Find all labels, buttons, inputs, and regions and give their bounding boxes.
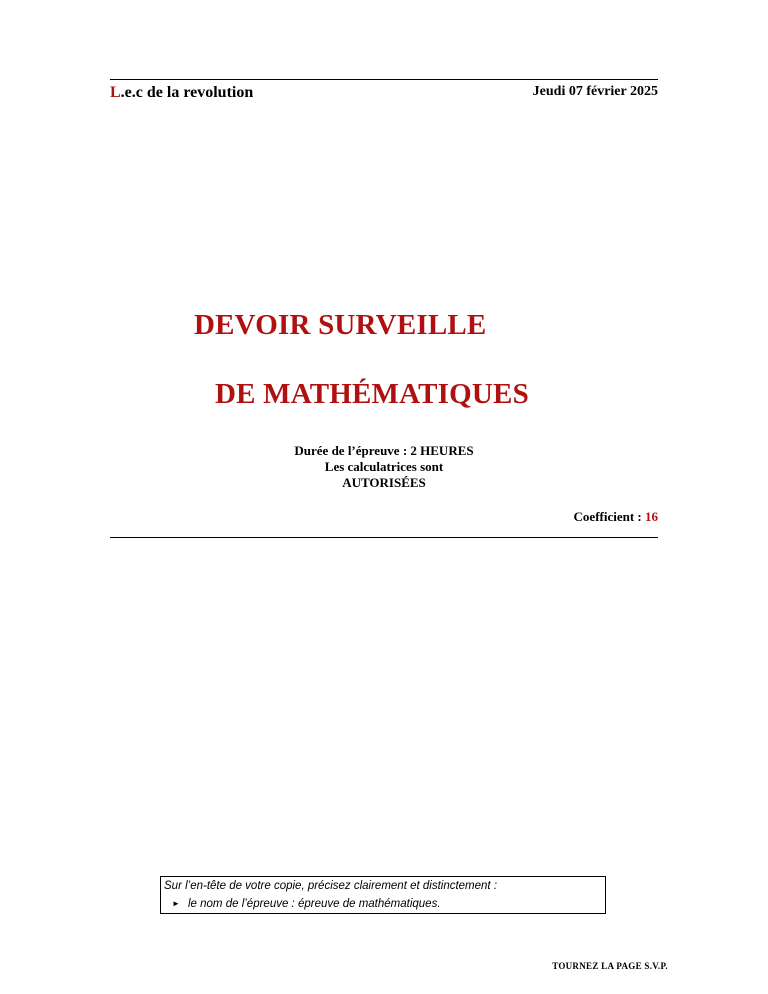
instructions-item [172, 898, 441, 910]
triangle-right-bullet-icon: ► [172, 899, 180, 908]
turn-page-note: TOURNEZ LA PAGE S.V.P. [552, 961, 668, 971]
page-title-line-2: DE MATHÉMATIQUES [215, 378, 529, 410]
page-title-line-1: DEVOIR SURVEILLE [194, 309, 487, 341]
duration-text: Durée de l’épreuve : 2 HEURES [294, 443, 474, 458]
coefficient-value: 16 [645, 509, 658, 524]
calculators-text-1: Les calculatrices sont [324, 459, 444, 474]
header-rule [110, 79, 658, 80]
instructions-box [160, 876, 606, 914]
instructions-item-text: le nom de l’épreuve : épreuve de mathématiques. [188, 898, 441, 910]
school-name [110, 84, 253, 102]
school-name-rest: .e.c de la revolution [120, 84, 254, 101]
coefficient [574, 509, 658, 525]
coefficient-label: Coefficient : [573, 509, 645, 524]
instructions-intro: Sur l’en-tête de votre copie, précisez clairement et distinctement : [164, 880, 498, 892]
exam-info [0, 443, 768, 491]
section-rule [110, 537, 658, 538]
exam-date: Jeudi 07 février 2025 [532, 84, 658, 99]
school-initial: L [110, 84, 121, 101]
calculators-text-2: AUTORISÉES [342, 475, 426, 490]
